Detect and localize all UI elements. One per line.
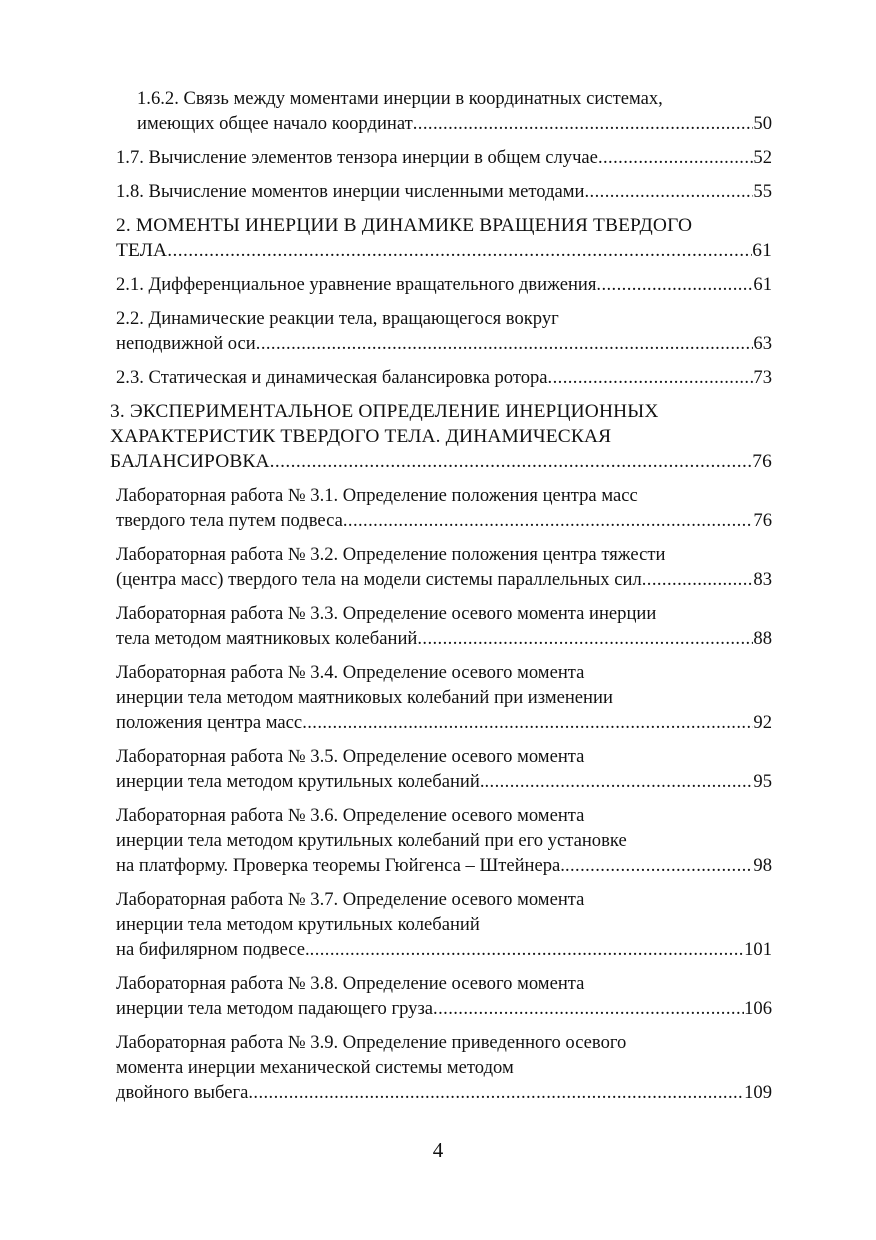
toc-entry[interactable] [0,744,876,794]
toc-page-number: 63 [753,333,772,354]
toc-entry-title-line: (центра масс) твердого тела на модели системы параллельных сил [116,569,642,590]
toc-entry-title-line: Лабораторная работа № 3.9. Определение приведенного осевого [116,1032,627,1053]
dot-leader [642,567,754,592]
dot-leader [484,769,753,794]
toc-entry-last-line [116,145,772,170]
toc-entry[interactable] [0,542,876,592]
toc-entry-title-line: Лабораторная работа № 3.8. Определение осевого момента [116,973,585,994]
dot-leader [585,179,754,204]
dot-leader [248,1080,744,1105]
toc-entry-title-line: инерции тела методом крутильных колебаний при его установке [116,830,627,851]
toc-entry[interactable] [0,971,876,1021]
toc-page-number: 98 [753,855,772,876]
toc-entry-last-line [116,508,772,533]
toc-entry-title-line: 1.6.2. Связь между моментами инерции в координатных системах, [137,88,663,109]
toc-entry[interactable] [0,399,876,474]
toc-entry-title-line: на платформу. Проверка теоремы Гюйгенса – Штейнера. [116,855,565,876]
toc-page-number: 76 [753,510,772,531]
toc-entry[interactable] [0,365,876,390]
toc-entry-last-line [137,111,772,136]
toc-entry-title-line: Лабораторная работа № 3.7. Определение осевого момента [116,889,585,910]
toc-entry-title-line: Лабораторная работа № 3.4. Определение осевого момента [116,662,585,683]
toc-entry-title-line: инерции тела методом падающего груза [116,998,434,1019]
toc-entry-title-line: момента инерции механической системы методом [116,1057,514,1078]
toc-entry-title-line: 2. МОМЕНТЫ ИНЕРЦИИ В ДИНАМИКЕ ВРАЩЕНИЯ ТВЕРДОГО [116,215,693,236]
toc-entry-title-line: инерции тела методом маятниковых колебаний при изменении [116,687,613,708]
toc-entry-title-line: двойного выбега [116,1082,249,1103]
toc-entry-last-line [116,1080,772,1105]
toc-entry-title-line: тела методом маятниковых колебаний [116,628,418,649]
dot-leader [343,508,754,533]
toc-page-number: 95 [753,771,772,792]
table-of-contents [0,86,876,1114]
toc-page-number: 61 [753,274,772,295]
dot-leader [310,937,744,962]
toc-entry-title-line: имеющих общее начало координат [137,113,413,134]
toc-entry-last-line [116,769,772,794]
toc-entry[interactable] [0,86,876,136]
toc-page-number: 88 [753,628,772,649]
toc-entry-last-line [116,937,772,962]
toc-entry[interactable] [0,272,876,297]
toc-entry-title-line: 1.7. Вычисление элементов тензора инерции в общем случае [116,147,598,168]
toc-entry-title-line: 2.1. Дифференциальное уравнение вращательного движения [116,274,597,295]
toc-entry-title-line: 2.2. Динамические реакции тела, вращающегося вокруг [116,308,559,329]
toc-entry-title-line: 2.3. Статическая и динамическая балансировка ротора [116,367,548,388]
dot-leader [270,449,753,474]
dot-leader [302,710,753,735]
toc-entry-title-line: Лабораторная работа № 3.1. Определение положения центра масс [116,485,638,506]
toc-entry-last-line [116,238,772,263]
toc-entry-title-line: ТЕЛА [116,240,168,261]
toc-page-number: 106 [744,998,772,1019]
dot-leader [417,626,753,651]
toc-entry-last-line [116,331,772,356]
toc-entry[interactable] [0,179,876,204]
toc-entry[interactable] [0,601,876,651]
toc-entry-title-line: положения центра масс [116,712,303,733]
toc-entry-last-line [116,272,772,297]
toc-page-number: 50 [753,113,772,134]
dot-leader [433,996,744,1021]
toc-entry-last-line [116,996,772,1021]
toc-page-number: 55 [753,181,772,202]
toc-entry-title-line: неподвижной оси [116,333,256,354]
toc-entry[interactable] [0,887,876,962]
toc-page-number: 92 [753,712,772,733]
toc-page-number: 52 [753,147,772,168]
toc-entry-title-line: Лабораторная работа № 3.2. Определение положения центра тяжести [116,544,666,565]
toc-entry-last-line [116,179,772,204]
toc-entry-last-line [116,853,772,878]
toc-page-number: 109 [744,1082,772,1103]
toc-page-number: 76 [752,451,772,472]
dot-leader [413,111,754,136]
toc-entry-title-line: ХАРАКТЕРИСТИК ТВЕРДОГО ТЕЛА. ДИНАМИЧЕСКАЯ [110,426,612,447]
dot-leader [598,145,753,170]
toc-entry-title-line: 3. ЭКСПЕРИМЕНТАЛЬНОЕ ОПРЕДЕЛЕНИЕ ИНЕРЦИОННЫХ [110,401,659,422]
toc-entry[interactable] [0,145,876,170]
toc-entry-title-line: инерции тела методом крутильных колебаний [116,914,480,935]
toc-page-number: 73 [753,367,772,388]
dot-leader [167,238,752,263]
toc-entry-title-line: Лабораторная работа № 3.3. Определение осевого момента инерции [116,603,657,624]
toc-entry[interactable] [0,660,876,735]
toc-page-number: 101 [744,939,772,960]
toc-entry-title-line: на бифилярном подвесе. [116,939,310,960]
toc-entry-title-line: Лабораторная работа № 3.5. Определение осевого момента [116,746,585,767]
toc-entry-title-line: 1.8. Вычисление моментов инерции численными методами [116,181,585,202]
dot-leader [548,365,754,390]
toc-entry[interactable] [0,306,876,356]
dot-leader [596,272,753,297]
toc-entry[interactable] [0,1030,876,1105]
toc-entry-last-line [116,567,772,592]
toc-entry[interactable] [0,213,876,263]
dot-leader [565,853,753,878]
dot-leader [256,331,754,356]
toc-page-number: 61 [752,240,772,261]
toc-page-number: 83 [753,569,772,590]
toc-entry-last-line [116,626,772,651]
toc-entry-title-line: Лабораторная работа № 3.6. Определение осевого момента [116,805,585,826]
toc-entry-title-line: БАЛАНСИРОВКА [110,451,270,472]
toc-entry[interactable] [0,483,876,533]
toc-entry-last-line [116,710,772,735]
toc-entry[interactable] [0,803,876,878]
toc-entry-last-line [110,449,772,474]
page-number: 4 [432,1138,444,1162]
toc-entry-title-line: инерции тела методом крутильных колебаний. [116,771,485,792]
toc-entry-last-line [116,365,772,390]
toc-entry-title-line: твердого тела путем подвеса [116,510,343,531]
